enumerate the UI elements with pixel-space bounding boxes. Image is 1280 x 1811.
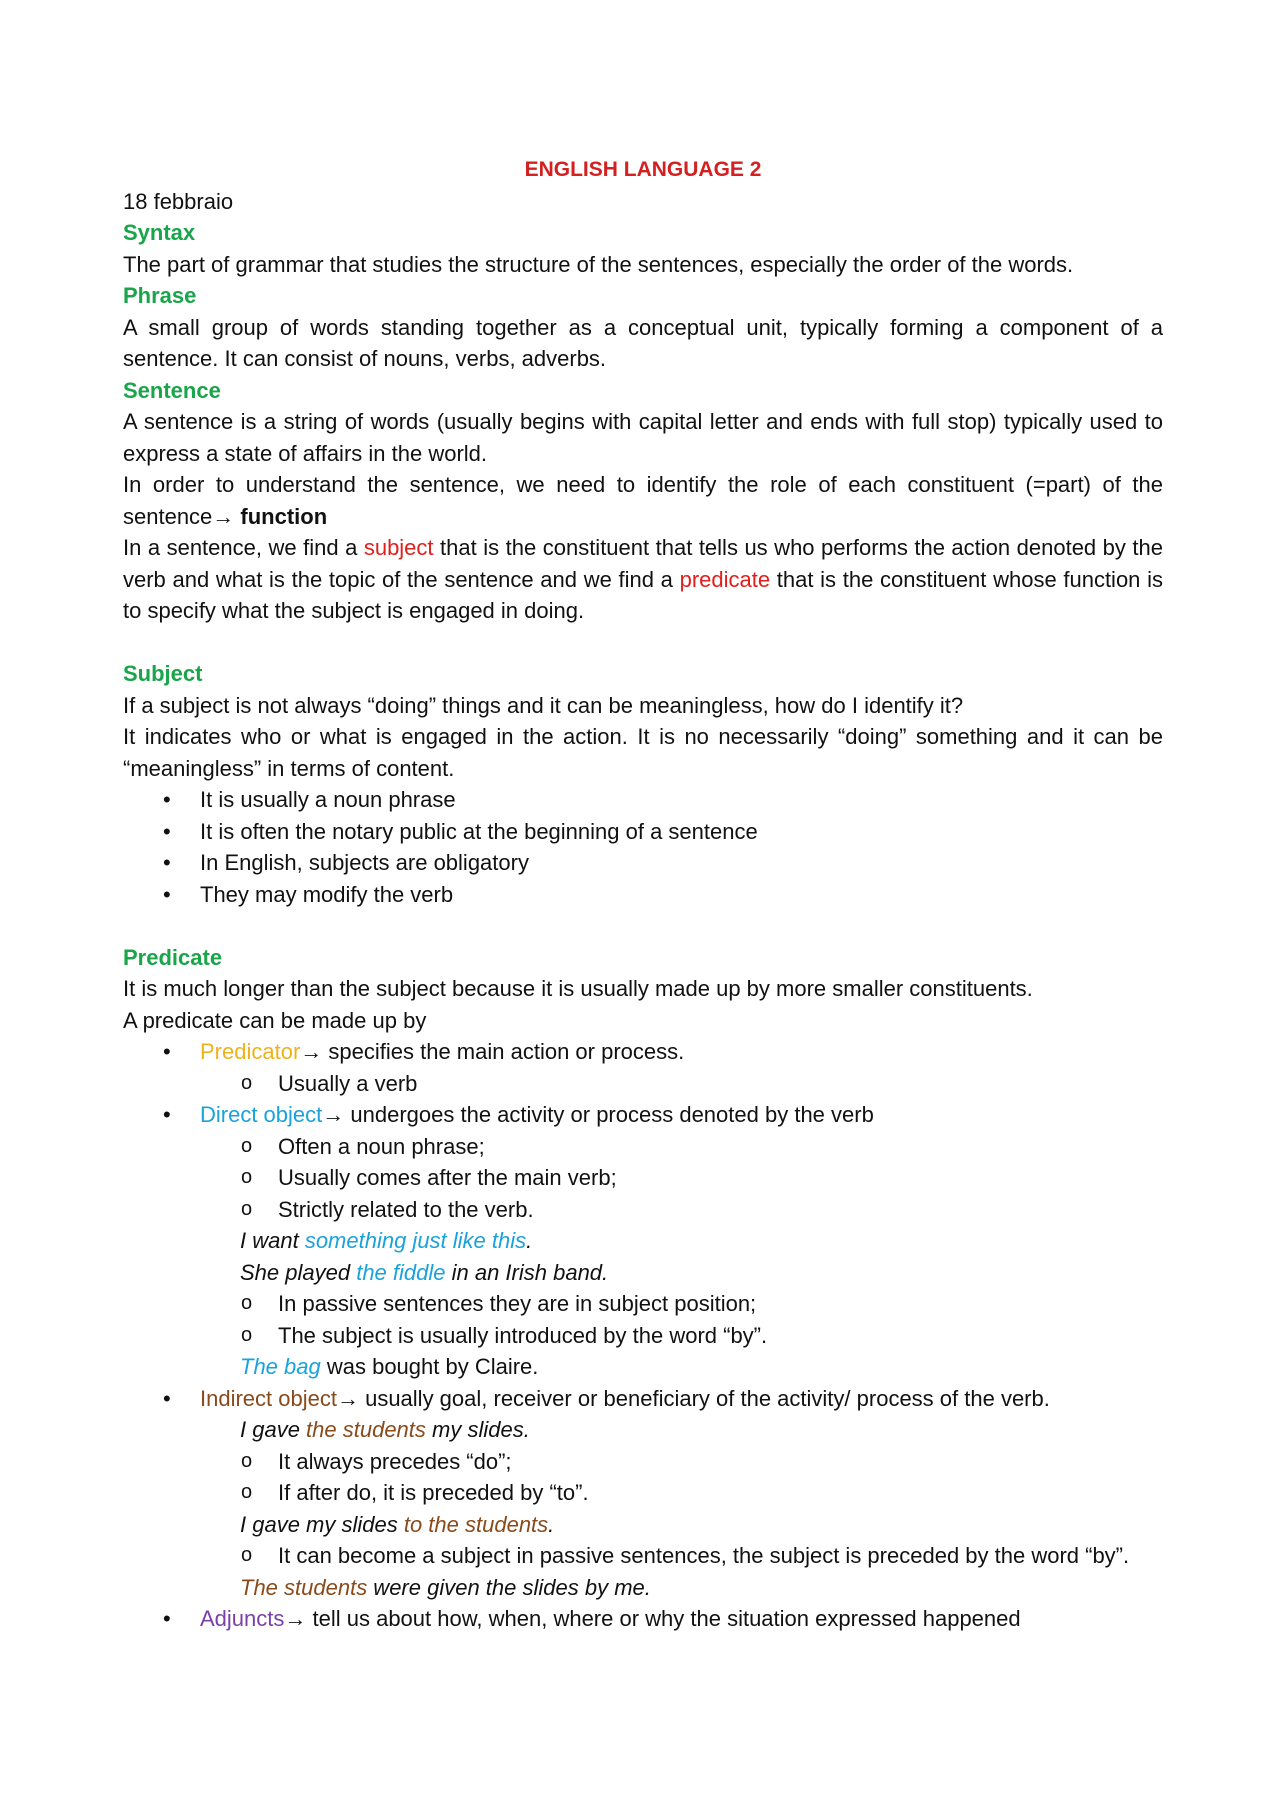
right-arrow-icon: →	[212, 503, 235, 529]
bullet-icon: •	[163, 1606, 171, 1631]
circle-bullet-icon: o	[241, 1323, 253, 1346]
bullet-icon: •	[163, 818, 171, 844]
example-sentence: The bag was bought by Claire.	[240, 1354, 539, 1379]
function-term: function	[240, 503, 328, 529]
predicate-paragraph-1: It is much longer than the subject because it is usually made up by more smaller constituents.	[123, 976, 1033, 1001]
example-sentence: I gave my slides to the students.	[240, 1511, 555, 1537]
list-item-predicator: • Predicator→ specifies the main action or process.	[123, 1036, 1163, 1068]
predicate-constituent-list	[123, 1036, 1163, 1635]
example-sentence: I want something just like this.	[240, 1228, 533, 1253]
circle-bullet-icon: o	[241, 1544, 253, 1566]
list-item-direct-object: • Direct object→ undergoes the activity or process denoted by the verb	[123, 1099, 1163, 1131]
bullet-icon: •	[163, 881, 171, 907]
list-subitem: o Strictly related to the verb.	[123, 1194, 1163, 1226]
circle-bullet-icon: o	[241, 1166, 253, 1188]
list-subitem: o It always precedes “do”;	[123, 1446, 1163, 1478]
list-subitem: o In passive sentences they are in subject position;	[123, 1288, 1163, 1320]
right-arrow-icon: →	[284, 1606, 307, 1631]
circle-bullet-icon: o	[241, 1449, 253, 1472]
heading-subject: Subject	[123, 661, 203, 686]
direct-object-label: Direct object	[200, 1102, 323, 1127]
heading-phrase: Phrase	[123, 283, 197, 308]
right-arrow-icon: →	[336, 1385, 359, 1411]
bullet-icon: •	[163, 1102, 171, 1127]
bullet-icon: •	[163, 850, 171, 875]
circle-bullet-icon: o	[241, 1071, 253, 1094]
list-item: • It is often the notary public at the beginning of a sentence	[123, 816, 1163, 848]
right-arrow-icon: →	[300, 1039, 323, 1064]
heading-syntax: Syntax	[123, 220, 196, 245]
list-item-indirect-object: • Indirect object→ usually goal, receiver or beneficiary of the activity/ process of the verb.	[123, 1383, 1163, 1415]
list-subitem: o Usually comes after the main verb;	[123, 1162, 1163, 1194]
subject-paragraph: It indicates who or what is engaged in the action. It is no necessarily “doing” something and it can be “meaningless” in terms of content.	[123, 724, 1163, 781]
predicate-paragraph-2: A predicate can be made up by	[123, 1007, 427, 1033]
list-subitem: o Usually a verb	[123, 1068, 1163, 1100]
example-sentence: The students were given the slides by me.	[240, 1574, 651, 1600]
list-item: • In English, subjects are obligatory	[123, 847, 1163, 879]
date-line: 18 febbraio	[123, 188, 234, 214]
list-subitem: o Often a noun phrase;	[123, 1131, 1163, 1163]
heading-sentence: Sentence	[123, 377, 221, 403]
circle-bullet-icon: o	[241, 1197, 253, 1220]
syntax-definition: The part of grammar that studies the structure of the sentences, especially the order of the words.	[123, 251, 1074, 277]
predicate-term: predicate	[679, 566, 771, 592]
right-arrow-icon: →	[322, 1102, 345, 1127]
example-sentence: I gave the students my slides.	[240, 1417, 530, 1442]
circle-bullet-icon: o	[241, 1292, 253, 1314]
sentence-paragraph-1: A sentence is a string of words (usually begins with capital letter and ends with full stop) typically used to express a state of affairs in the world.	[123, 409, 1163, 466]
adjuncts-label: Adjuncts	[200, 1606, 285, 1631]
circle-bullet-icon: o	[241, 1481, 253, 1503]
subject-question: If a subject is not always “doing” things and it can be meaningless, how do I identify it?	[123, 692, 964, 718]
list-item-adjuncts: • Adjuncts→ tell us about how, when, where or why the situation expressed happened	[123, 1603, 1163, 1635]
indirect-object-label: Indirect object	[200, 1385, 337, 1411]
list-subitem: o The subject is usually introduced by the word “by”.	[123, 1320, 1163, 1352]
example-sentence: She played the fiddle in an Irish band.	[240, 1259, 609, 1285]
phrase-definition: A small group of words standing together as a conceptual unit, typically forming a component of a sentence. It can consist of nouns, verbs, adverbs.	[123, 314, 1163, 371]
document-title: ENGLISH LANGUAGE 2	[524, 158, 762, 181]
bullet-icon: •	[163, 1385, 171, 1411]
bullet-icon: •	[163, 787, 171, 812]
list-item: • It is usually a noun phrase	[123, 784, 1163, 816]
subject-term: subject	[363, 535, 434, 560]
document-page	[123, 154, 1163, 1635]
sentence-paragraph-3: In a sentence, we find a subject that is the constituent that tells us who performs the action denoted by the verb and what is the topic of the sentence and we find a predicate that is the constituent whose function is to specify what the subject is engaged in doing.	[123, 535, 1163, 623]
list-subitem: o It can become a subject in passive sentences, the subject is preceded by the word “by”.	[123, 1540, 1163, 1572]
list-subitem: o If after do, it is preceded by “to”.	[123, 1477, 1163, 1509]
circle-bullet-icon: o	[241, 1134, 253, 1157]
sentence-paragraph-2: In order to understand the sentence, we need to identify the role of each constituent (=part) of the sentence→ function	[123, 472, 1163, 529]
bullet-icon: •	[163, 1039, 171, 1064]
predicator-label: Predicator	[200, 1039, 301, 1064]
heading-predicate: Predicate	[123, 944, 223, 970]
list-item: • They may modify the verb	[123, 879, 1163, 911]
subject-bullet-list	[123, 784, 1163, 910]
